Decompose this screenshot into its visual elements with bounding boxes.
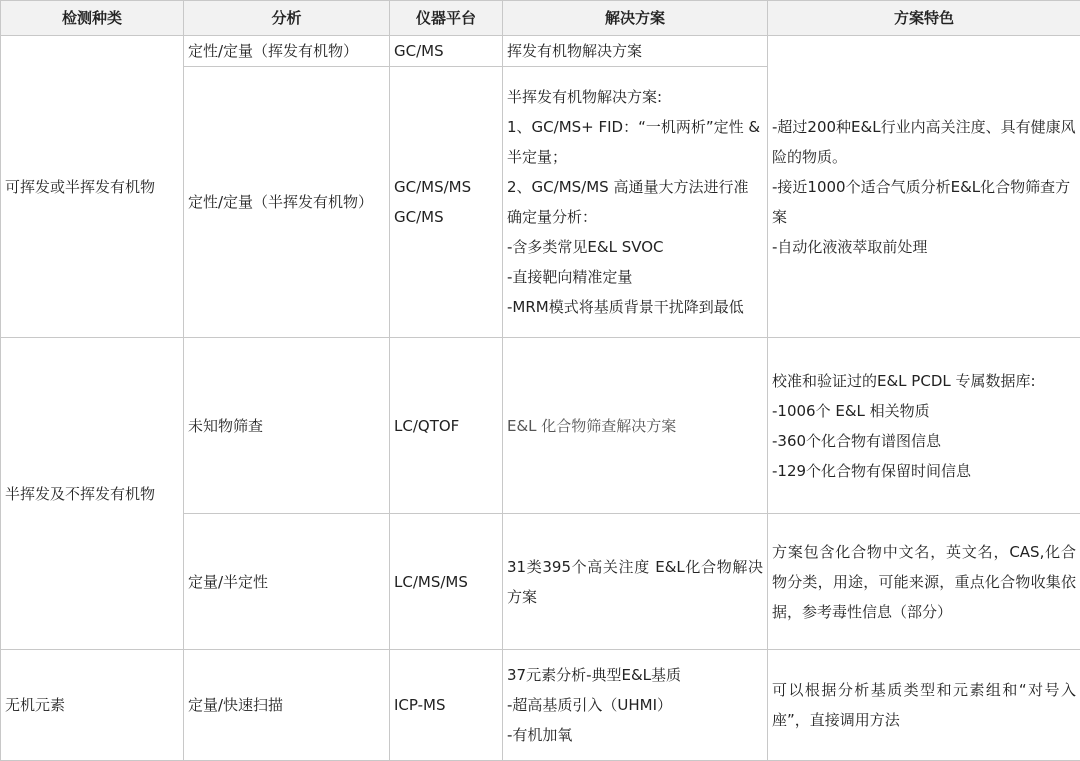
feature-text: 方案包含化合物中文名，英文名，CAS,化合物分类，用途，可能来源，重点化合物收集依据，参考毒性信息（部分） — [772, 542, 1076, 621]
header-features: 方案特色 — [768, 1, 1080, 36]
feature-line: -129个化合物有保留时间信息 — [772, 461, 972, 480]
platform-cell: GC/MS — [390, 36, 503, 67]
solution-line: -MRM模式将基质背景干扰降到最低 — [507, 298, 744, 316]
analysis-cell — [184, 67, 390, 338]
solution-cell: E&L 化合物筛查解决方案 — [503, 338, 768, 514]
table-row — [1, 36, 1080, 67]
features-cell — [768, 514, 1080, 650]
feature-line: -超过200种E&L行业内高关注度、具有健康风险的物质。 — [772, 117, 1076, 166]
analysis-cell: 未知物筛查 — [184, 338, 390, 514]
feature-line: -1006个 E&L 相关物质 — [772, 401, 930, 420]
solution-text: 31类395个高关注度 E&L化合物解决方案 — [507, 557, 763, 606]
solution-line: 2、GC/MS/MS 高通量大方法进行准确定量分析： — [507, 178, 749, 226]
solution-line: 半挥发有机物解决方案: — [507, 88, 663, 106]
feature-line: 校准和验证过的E&L PCDL 专属数据库: — [772, 371, 1036, 390]
table-row — [1, 338, 1080, 514]
platform-cell — [390, 67, 503, 338]
solution-line: -有机加氧 — [507, 726, 573, 744]
feature-line: -自动化液液萃取前处理 — [772, 237, 928, 256]
category-cell: 可挥发或半挥发有机物 — [1, 36, 184, 338]
solution-cell: 挥发有机物解决方案 — [503, 36, 768, 67]
solution-line: -超高基质引入（UHMI） — [507, 696, 673, 714]
solution-line: 1、GC/MS+ FID：“一机两析”定性 & 半定量； — [507, 118, 761, 166]
header-analysis: 分析 — [184, 1, 390, 36]
header-category: 检测种类 — [1, 1, 184, 36]
platform-cell: LC/QTOF — [390, 338, 503, 514]
features-cell — [768, 338, 1080, 514]
analysis-text: 定性/定量（半挥发有机物） — [188, 193, 374, 211]
header-solution: 解决方案 — [503, 1, 768, 36]
solution-cell — [503, 67, 768, 338]
table-row — [1, 650, 1080, 761]
platform-line: GC/MS — [394, 208, 444, 226]
category-cell: 半挥发及不挥发有机物 — [1, 338, 184, 650]
solution-line: 37元素分析-典型E&L基质 — [507, 666, 682, 684]
solution-cell — [503, 514, 768, 650]
feature-line: -360个化合物有谱图信息 — [772, 431, 942, 450]
analysis-cell: 定性/定量（挥发有机物） — [184, 36, 390, 67]
header-platform: 仪器平台 — [390, 1, 503, 36]
platform-cell: LC/MS/MS — [390, 514, 503, 650]
analysis-cell: 定量/半定性 — [184, 514, 390, 650]
solution-cell — [503, 650, 768, 761]
features-cell — [768, 36, 1080, 338]
features-cell — [768, 650, 1080, 761]
solution-line: -直接靶向精准定量 — [507, 268, 633, 286]
table-header-row — [1, 1, 1080, 36]
feature-text: 可以根据分析基质类型和元素组和“对号入座”，直接调用方法 — [772, 681, 1076, 729]
feature-line: -接近1000个适合气质分析E&L化合物筛查方案 — [772, 177, 1071, 226]
platform-cell: ICP-MS — [390, 650, 503, 761]
analysis-cell: 定量/快速扫描 — [184, 650, 390, 761]
platform-line: GC/MS/MS — [394, 178, 472, 196]
solution-line: -含多类常见E&L SVOC — [507, 238, 664, 256]
category-cell: 无机元素 — [1, 650, 184, 761]
